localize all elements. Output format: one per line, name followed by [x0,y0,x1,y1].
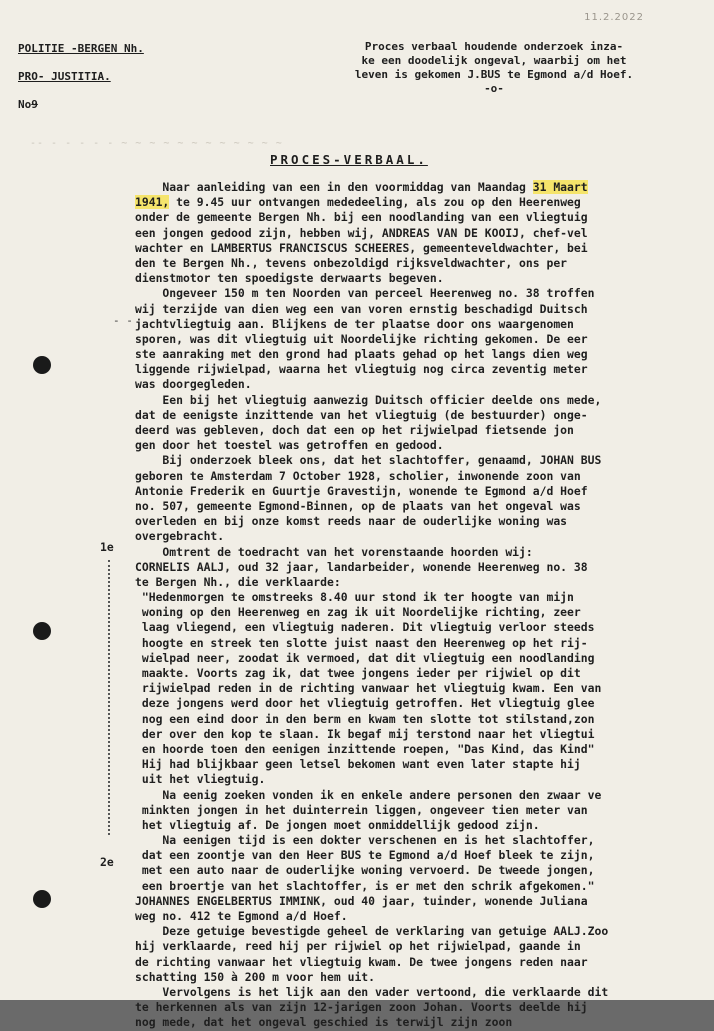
body-line [135,666,695,681]
body-line-text: hij verklaarde, reed hij per rijwiel op het rijwielpad, gaande in [135,939,581,954]
body-line [135,636,695,651]
subject-line: ke een doodelijk ongeval, waarbij om het [361,54,627,67]
body-line [135,757,695,772]
subject-block [300,40,688,96]
body-line [135,195,695,210]
body-line-text: met een auto naar de ouderlijke woning vervoerd. De tweede jongen, [135,863,595,878]
body-line-text: wielpad neer, zoodat ik vermoed, dat dit vliegtuig een noodlanding [135,650,595,665]
body-line [135,848,695,863]
body-line-text: het vliegtuig af. De jongen moet onmiddellijk gedood zijn. [135,817,540,832]
body-line-text: nog mede, dat het ongeval geschied is terwijl zijn zoon [135,1015,513,1030]
body-line [135,772,695,787]
body-line-text: overgebracht. [135,529,225,544]
body-line-text: Deze getuige bevestigde geheel de verklaring van getuige AALJ.Zoo [135,924,609,939]
subject-line: leven is gekomen J.BUS te Egmond a/d Hoef. [354,68,634,81]
body-line-text: maakte. Voorts zag ik, dat twee jongens ieder per rijwiel op dit [135,666,581,680]
body-line-text: geboren te Amsterdam 7 October 1928, scholier, inwonende zoon van [135,468,581,483]
body-line [135,955,695,970]
body-line-text: no. 507, gemeente Egmond-Binnen, op de plaats van het ongeval was [135,498,581,513]
body-line-text: de richting vanwaar het vliegtuig kwam. De twee jongens reden naar [135,954,588,969]
margin-dash: - - [113,314,133,327]
body-line-text: dienstmotor ten spoedigste derwaarts begeven. [135,271,444,286]
body-line [135,469,695,484]
highlighted-text: 31 Maart [532,180,588,194]
body-line-text: jachtvliegtuig aan. Blijkens de ter plaatse door ons waargenomen [135,316,574,331]
body-line [135,317,695,332]
body-line-text: een jongen gedood zijn, hebben wij, ANDREAS VAN DE KOOIJ, chef-vel [135,225,588,240]
body-line-text: Antonie Frederik en Guurtje Gravestijn, wonende te Egmond a/d Hoef [135,483,588,498]
body-line [135,575,695,590]
body-line [135,423,695,438]
faint-stamp: -- - - - - - ~ ~ ~ ~ ~ ~ ~ ~ ~ ~ ~ ~ [30,138,283,149]
body-line [135,377,695,392]
body-line-text: der over den kop te slaan. Ik begaf mij terstond naar het vliegtui [135,726,595,741]
body-line-text: een broertje van het slachtoffer, is er met den schrik afgekomen." [135,878,595,893]
body-line-text: laag vliegend, een vliegtuig naderen. Dit vliegtuig verloor steeds [135,620,595,635]
punch-hole-icon [33,890,51,908]
body-line [135,241,695,256]
body-line [135,788,695,803]
body-line-text: ste aanraking met den grond had plaats gehad op het langs dien weg [135,347,588,362]
body-line [135,453,695,468]
body-line-text: deze jongens werd door het vliegtuig getroffen. Het vliegtuig glee [135,696,595,711]
body-line [135,651,695,666]
body-line-text: en hoorde toen den eenigen inzittende roepen, "Das Kind, das Kind" [135,741,595,756]
body-line-text: te Bergen Nh., die verklaarde: [135,574,341,589]
body-line-text: schatting 150 à 200 m voor hem uit. [135,969,376,984]
header-number-prefix: No [18,98,32,111]
body-line-text: Vervolgens is het lijk aan den vader vertoond, die verklaarde dit [135,984,609,999]
subject-line: Proces verbaal houdende onderzoek inza- [364,40,624,53]
body-line-text: Bij onderzoek bleek ons, dat het slachtoffer, genaamd, JOHAN BUS [135,453,602,468]
body-line [135,332,695,347]
header-number-value: 9 [31,98,38,111]
body-line [135,1015,695,1030]
body-line-text: Hij had blijkbaar geen letsel bekomen want even later stapte hij [135,757,581,772]
body-line [135,408,695,423]
body-line [135,499,695,514]
body-line-text: dat een zoontje van den Heer BUS te Egmond a/d Hoef bleek te zijn, [135,848,595,863]
body-line-text: Naar aanleiding van een in den voormiddag van Maandag [135,180,533,194]
body-line [135,620,695,635]
body-line-text: Na eenigen tijd is een dokter verschenen en is het slachtoffer, [135,833,595,848]
body-line-text: Een bij het vliegtuig aanwezig Duitsch officier deelde ons mede, [135,392,602,407]
body-line [135,970,695,985]
body-line-text: liggende rijwielpad, waarna het vliegtuig nog circa zeventig meter [135,362,588,377]
header-police: POLITIE -BERGEN Nh. [18,42,144,55]
body-line [135,894,695,909]
body-line-text: was doorgegleden. [135,377,252,392]
body-line-text: nog een eind door in den berm en kwam ten slotte tot stilstand,zon [135,711,595,726]
punch-hole-icon [33,622,51,640]
body-line [135,347,695,362]
body-line-text: te 9.45 uur ontvangen mededeeling, als zou op den Heerenweg [169,195,581,210]
body-line-text: onder de gemeente Bergen Nh. bij een noodlanding van een vliegtuig [135,210,588,225]
body-line [135,681,695,696]
body-line-text: hoogte en streek ten slotte juist naast den Heerenweg op het rij- [135,635,588,650]
body-line-text: te herkennen als van zijn 12-jarigen zoon Johan. Voorts deelde hij [135,1000,588,1015]
body-line [135,393,695,408]
body-line [135,909,695,924]
body-line [135,560,695,575]
body-line-text: "Hedenmorgen te omstreeks 8.40 uur stond ik ter hoogte van mijn [135,590,574,605]
body-line [135,362,695,377]
body-line-text: rijwielpad reden in de richting vanwaar het vliegtuig kwam. Een van [135,681,602,696]
body-line [135,863,695,878]
body-line [135,879,695,894]
body-line [135,1000,695,1015]
body-line [135,833,695,848]
punch-hole-icon [33,356,51,374]
body-line [135,605,695,620]
body-line [135,939,695,954]
body-line [135,590,695,605]
body-line [135,514,695,529]
body-line [135,256,695,271]
body-line [135,742,695,757]
body-line-text: woning op den Heerenweg en zag ik uit Noordelijke richting, zeer [135,605,581,620]
body-line-text: JOHANNES ENGELBERTUS IMMINK, oud 40 jaar, tuinder, wonende Juliana [135,893,588,908]
highlighted-text: 1941, [135,195,170,210]
body-line [135,226,695,241]
body-line-text: Na eenig zoeken vonden ik en enkele andere personen den zwaar ve [135,787,602,802]
document-title: PROCES-VERBAAL. [270,152,428,167]
subject-line: -o- [484,82,504,95]
body-line [135,545,695,560]
margin-vertical-mark [108,560,112,835]
margin-number-1e: 1e [100,540,114,554]
body-line [135,438,695,453]
body-line-text: gen door het toestel was getroffen en gedood. [135,438,444,453]
header-pro-justitia: PRO- JUSTITIA. [18,70,111,83]
body-line [135,271,695,286]
body-line-text: Omtrent de toedracht van het vorenstaande hoorden wij: [135,544,533,559]
body-line-text: Ongeveer 150 m ten Noorden van perceel Heerenweg no. 38 troffen [135,286,595,301]
body-line [135,696,695,711]
body-line [135,286,695,301]
body-line [135,803,695,818]
body-line [135,210,695,225]
body-line-text: overleden en bij onze komst reeds naar de ouderlijke woning was [135,514,568,529]
body-line-text: uit het vliegtuig. [135,772,266,787]
body-line [135,924,695,939]
pencil-date: 11.2.2022 [584,12,644,23]
body-line-text: sporen, was dit vliegtuig uit Noordelijke richting gekomen. De eer [135,331,588,346]
body-line-text: den te Bergen Nh., tevens onbezoldigd rijksveldwachter, ons per [135,255,568,270]
body-line-text: minkten jongen in het duinterrein liggen, ongeveer tien meter van [135,802,588,817]
body-line-text: CORNELIS AALJ, oud 32 jaar, landarbeider, wonende Heerenweg no. 38 [135,559,588,574]
body-line [135,712,695,727]
margin-number-2e: 2e [100,855,114,869]
body-line [135,985,695,1000]
body-line-text: deerd was gebleven, doch dat een op het rijwielpad fietsende jon [135,423,574,437]
body-line [135,484,695,499]
body-line [135,727,695,742]
body-line [135,529,695,544]
body-line-text: wachter en LAMBERTUS FRANCISCUS SCHEERES, gemeenteveldwachter, bei [135,240,588,255]
body-line-text: dat de eenigste inzittende van het vliegtuig (de bestuurder) onge- [135,407,588,422]
body-line-text: wij terzijde van dien weg een van voren ernstig beschadigd Duitsch [135,301,588,316]
document-body [135,180,695,1031]
body-line [135,302,695,317]
header-number [18,98,38,111]
body-line [135,180,695,195]
body-line-text: weg no. 412 te Egmond a/d Hoef. [135,909,348,923]
body-line [135,818,695,833]
